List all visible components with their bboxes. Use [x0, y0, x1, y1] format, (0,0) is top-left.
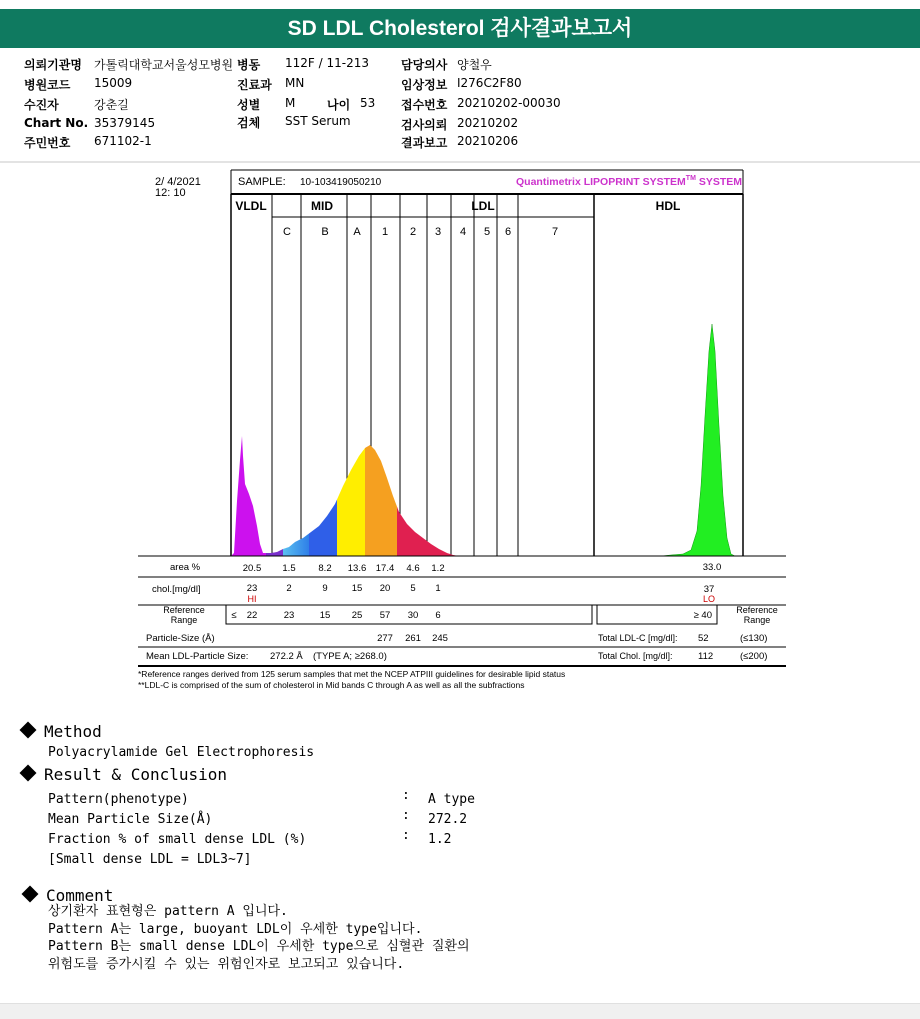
value-specimen: SST Serum	[285, 114, 351, 128]
chol-value-5: 5	[410, 583, 416, 594]
value-patient-name: 강춘길	[94, 98, 129, 112]
value-sex: M	[285, 96, 296, 110]
area-value-5: 4.6	[406, 563, 420, 574]
ref-value-7: 6	[435, 610, 441, 621]
hdl-chol-value: 37	[703, 584, 715, 595]
value-clinical-info: I276C2F80	[457, 76, 522, 90]
mean-size-label: Mean LDL-Particle Size:	[146, 651, 249, 662]
group-mid: MID	[311, 199, 333, 213]
mean-size-type: (TYPE A; ≥268.0)	[313, 651, 387, 662]
result-note: [Small dense LDL = LDL3~7]	[48, 852, 252, 867]
ref-value-6: 30	[407, 610, 419, 621]
ref-value-5: 57	[379, 610, 391, 621]
lipoprint-chart	[0, 165, 920, 695]
band-label-5: 5	[483, 226, 491, 238]
chol-value-2: 9	[322, 583, 328, 594]
chol-value-6: 1	[435, 583, 441, 594]
band-label-a: A	[353, 226, 361, 238]
area-value-6: 1.2	[431, 563, 445, 574]
area-value-4: 17.4	[375, 563, 395, 574]
value-result-report: 20210206	[457, 134, 519, 148]
area-value-0: 20.5	[242, 563, 262, 574]
total-chol-label: Total Chol. [mg/dl]:	[598, 651, 673, 661]
result-label-1: Pattern(phenotype)	[48, 792, 189, 807]
comment-line-4: 위험도를 증가시킬 수 있는 위험인자로 보고되고 있습니다.	[48, 956, 405, 972]
ref-label-right-line1: Reference	[736, 605, 778, 615]
system-title	[516, 175, 742, 188]
result-value-3: 1.2	[428, 832, 452, 847]
result-label-2: Mean Particle Size(Å)	[48, 812, 213, 827]
value-ward: 112F / 11-213	[285, 56, 369, 70]
result-sep-3: :	[402, 828, 410, 843]
value-receipt-no: 20210202-00030	[457, 96, 561, 110]
result-section	[22, 765, 548, 870]
band-label-4: 4	[459, 226, 467, 238]
total-ldl-value: 52	[698, 633, 709, 644]
sample-label: SAMPLE:	[238, 176, 286, 188]
result-value-1: A type	[428, 792, 475, 807]
chol-row-label: chol.[mg/dl]	[152, 584, 201, 595]
value-resident-no: 671102-1	[94, 134, 152, 148]
value-age: 53	[360, 96, 376, 110]
total-ldl-ref: (≤130)	[740, 633, 768, 644]
band-area-mid-a	[309, 500, 337, 557]
footnote-2: **LDL-C is comprised of the sum of cholesterol in Mid bands C through A as well as all the subfractions	[138, 680, 525, 690]
group-hdl: HDL	[655, 199, 681, 213]
label-patient-name: 수진자	[24, 98, 59, 112]
area-value-3: 13.6	[347, 563, 367, 574]
ref-value-4: 25	[351, 610, 363, 621]
result-sep-2: :	[402, 808, 410, 823]
page-footer-bar	[0, 1003, 920, 1019]
band-area-ldl-3	[397, 507, 421, 556]
comment-line-3: Pattern B는 small dense LDL이 우세한 type으로 심혈관 질환의	[48, 939, 470, 954]
header-divider	[0, 161, 920, 163]
particle-size-value-2: 245	[432, 633, 448, 644]
particle-size-label: Particle-Size (Å)	[146, 633, 215, 644]
ref-value-1: 22	[246, 610, 258, 621]
area-value-1: 1.5	[282, 563, 296, 574]
label-physician: 담당의사	[401, 58, 448, 72]
diamond-bullet-icon	[20, 765, 37, 782]
ref-row	[231, 610, 440, 621]
system-title-sup: TM	[685, 175, 696, 182]
value-chart-no: 35379145	[94, 116, 156, 130]
group-vldl: VLDL	[235, 199, 267, 213]
method-text: Polyacrylamide Gel Electrophoresis	[48, 745, 315, 760]
label-age: 나이	[327, 98, 351, 112]
band-label-7: 7	[551, 226, 559, 238]
sample-id: 10-103419050210	[300, 177, 382, 188]
label-hospital-code: 병원코드	[24, 78, 71, 92]
result-label-3: Fraction % of small dense LDL (%)	[48, 832, 307, 847]
value-requesting-institution: 가톨릭대학교서울성모병원	[94, 58, 234, 72]
band-area-mid-c	[266, 549, 283, 556]
ref-label-left	[163, 605, 205, 625]
ref-value-0: ≤	[231, 610, 237, 621]
chol-value-4: 20	[379, 583, 391, 594]
area-row	[243, 563, 445, 574]
result-value-2: 272.2	[428, 812, 468, 827]
ref-label-right	[736, 605, 778, 625]
band-area-ldl-1	[337, 448, 365, 556]
particle-row	[377, 633, 448, 644]
particle-size-value-1: 261	[405, 633, 421, 644]
ref-value-2: 23	[283, 610, 295, 621]
label-result-report: 결과보고	[401, 136, 448, 150]
report-title: SD LDL Cholesterol 검사결과보고서	[0, 9, 920, 48]
band-lines	[231, 194, 743, 556]
label-ward: 병동	[237, 58, 261, 72]
band-label-3: 3	[434, 226, 442, 238]
mean-size-value: 272.2 Å	[270, 651, 303, 662]
particle-size-value-0: 277	[377, 633, 393, 644]
group-ldl: LDL	[471, 199, 495, 213]
footnote-1: *Reference ranges derived from 125 serum samples that met the NCEP ATPIII guidelines for desirable lipid status	[138, 669, 566, 679]
diamond-bullet-icon	[20, 722, 37, 739]
profile-areas	[231, 436, 459, 556]
value-hospital-code: 15009	[94, 76, 133, 90]
label-specimen: 검체	[237, 116, 261, 130]
hdl-ref-value: ≥ 40	[693, 610, 712, 621]
band-label-c: C	[283, 226, 291, 238]
hdl-peak	[661, 324, 735, 556]
label-test-request: 검사의뢰	[401, 118, 448, 132]
comment-line-2: Pattern A는 large, buoyant LDL이 우세한 type입니다.	[48, 921, 423, 937]
chart-time: 12: 10	[155, 187, 186, 199]
value-physician: 양철우	[457, 58, 492, 72]
band-labels	[283, 226, 558, 238]
band-label-6: 6	[504, 226, 512, 238]
band-label-1: 1	[381, 226, 389, 238]
chol-value-1: 2	[286, 583, 292, 594]
area-row-label: area %	[170, 562, 201, 573]
system-title-suffix: SYSTEM	[695, 176, 742, 188]
label-resident-no: 주민번호	[24, 136, 71, 150]
diamond-bullet-icon	[22, 886, 39, 903]
label-receipt-no: 접수번호	[401, 98, 448, 112]
method-title: Method	[44, 722, 102, 741]
comment-section	[24, 886, 470, 973]
band-area-vldl	[231, 436, 266, 556]
label-chart-no: Chart No.	[24, 116, 89, 130]
chol-value-3: 15	[351, 583, 363, 594]
method-section	[22, 722, 314, 763]
total-ldl-label: Total LDL-C [mg/dl]:	[598, 633, 678, 643]
result-title: Result & Conclusion	[44, 765, 228, 784]
comment-title: Comment	[46, 886, 114, 905]
result-sep-1: :	[402, 788, 410, 803]
ref-label-left-line2: Range	[170, 615, 198, 625]
system-title-text: Quantimetrix LIPOPRINT SYSTEM	[516, 176, 686, 188]
value-test-request: 20210202	[457, 116, 519, 130]
band-area-ldl-2	[365, 445, 397, 556]
total-chol-ref: (≤200)	[740, 651, 768, 662]
band-label-b: B	[321, 226, 329, 238]
chart-date: 2/ 4/2021	[155, 176, 201, 188]
band-label-2: 2	[409, 226, 417, 238]
chol-value-0: 23	[246, 583, 258, 594]
value-department: MN	[285, 76, 305, 90]
area-value-2: 8.2	[318, 563, 332, 574]
chol-row	[247, 583, 441, 594]
ref-label-right-line2: Range	[743, 615, 771, 625]
comment-line-1: 상기환자 표현형은 pattern A 입니다.	[48, 904, 288, 919]
label-department: 진료과	[237, 78, 272, 92]
label-clinical-info: 임상정보	[401, 78, 448, 92]
label-requesting-institution: 의뢰기관명	[24, 58, 82, 72]
hdl-lo-flag: LO	[702, 594, 716, 604]
total-chol-value: 112	[698, 651, 714, 662]
band-area-mid-b	[283, 534, 309, 557]
ref-label-left-line1: Reference	[163, 605, 205, 615]
hdl-area-value: 33.0	[702, 562, 722, 573]
label-sex: 성별	[237, 98, 261, 112]
vldl-hi-flag: HI	[247, 594, 257, 604]
ref-value-3: 15	[319, 610, 331, 621]
